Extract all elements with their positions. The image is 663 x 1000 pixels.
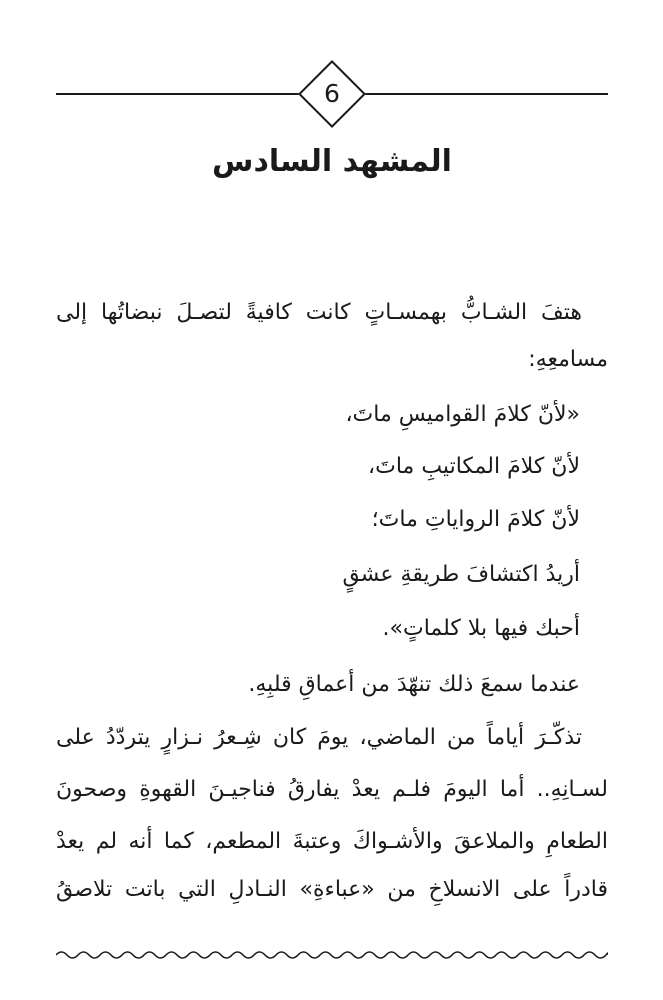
- paragraph-line: الطعامِ والملاعقَ والأشـواكَ وعتبةَ المطعم، كما أنه لم يعدْ: [56, 829, 608, 854]
- paragraph-line: عندما سمعَ ذلك تنهّدَ من أعماقِ قلبِهِ.: [248, 672, 580, 697]
- header-rule-right: [360, 93, 608, 95]
- paragraph-line: لسـانِهِ.. أما اليومَ فلـم يعدْ يفارقُ فناجيـنَ القهوةِ وصحونَ: [56, 777, 608, 802]
- poem-line: أحبك فيها بلا كلماتٍ».: [382, 616, 580, 641]
- poem-line: أريدُ اكتشافَ طريقةِ عشقٍ: [342, 562, 580, 587]
- paragraph-line: هتفَ الشـابُّ بهمسـاتٍ كانت كافيةً لتصـلَ نبضاتُها إلى: [56, 300, 582, 325]
- paragraph-line: مسامعِهِ:: [528, 347, 608, 372]
- poem-line: لأنّ كلامَ الرواياتِ ماتَ؛: [371, 507, 580, 532]
- chapter-title: المشهد السادس: [212, 144, 452, 179]
- poem-line: لأنّ كلامَ المكاتيبِ ماتَ،: [368, 454, 580, 479]
- footer-wave-divider: [56, 948, 608, 962]
- paragraph-line: تذكّـرَ أياماً من الماضي، يومَ كان شِـعرُ نـزارٍ يتردّدُ على: [56, 725, 582, 750]
- paragraph-line: قادراً على الانسلاخِ من «عباءةِ» النـادلِ التي باتت تلاصقُ: [56, 877, 608, 902]
- header-rule-left: [56, 93, 304, 95]
- chapter-number: 6: [324, 79, 340, 108]
- poem-line: «لأنّ كلامَ القواميسِ ماتَ،: [345, 402, 580, 427]
